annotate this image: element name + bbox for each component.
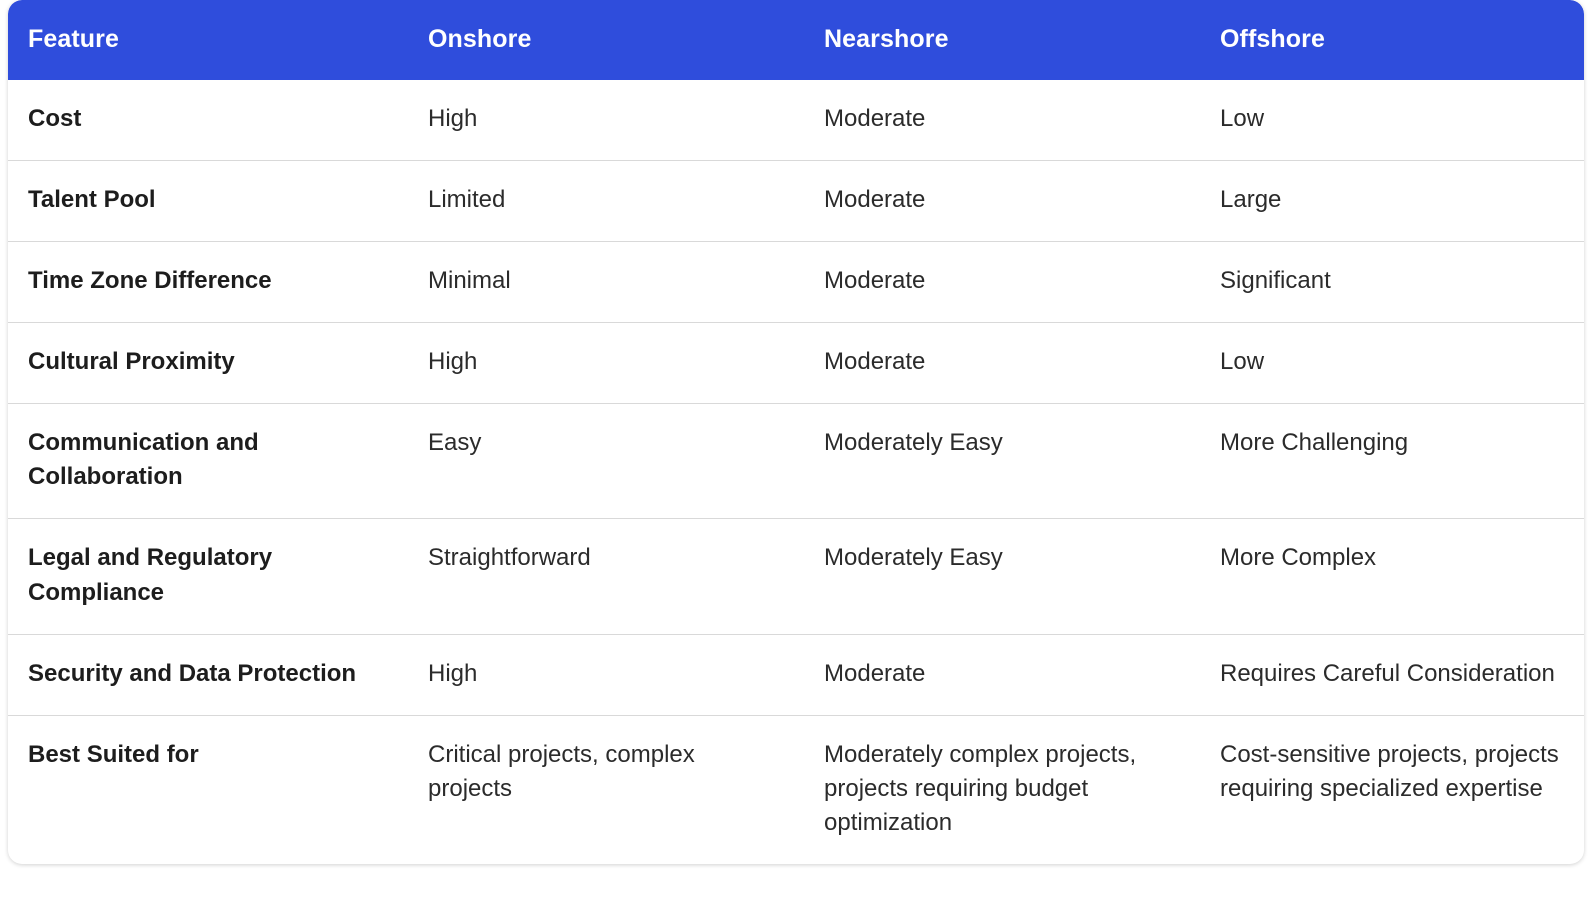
cell-offshore: Low [1200, 323, 1584, 404]
cell-onshore: Easy [408, 404, 804, 519]
table-row [8, 161, 1584, 242]
cell-nearshore: Moderate [804, 635, 1200, 716]
cell-onshore: High [408, 80, 804, 161]
cell-onshore: Straightforward [408, 519, 804, 634]
cell-offshore: Significant [1200, 242, 1584, 323]
cell-feature: Cost [8, 80, 408, 161]
cell-onshore: Limited [408, 161, 804, 242]
cell-offshore: More Complex [1200, 519, 1584, 634]
comparison-table [8, 0, 1584, 864]
cell-feature: Cultural Proximity [8, 323, 408, 404]
cell-offshore: Low [1200, 80, 1584, 161]
cell-feature: Communication and Collaboration [8, 404, 408, 519]
cell-nearshore: Moderate [804, 242, 1200, 323]
cell-offshore: More Challenging [1200, 404, 1584, 519]
table-row [8, 519, 1584, 634]
table-row [8, 242, 1584, 323]
cell-feature: Best Suited for [28, 740, 199, 768]
table-row [8, 716, 1584, 864]
cell-onshore: Critical projects, complex projects [428, 740, 695, 802]
table-body [8, 80, 1584, 864]
table-row [8, 80, 1584, 161]
column-header-feature: Feature [8, 0, 408, 80]
column-header-offshore: Offshore [1200, 0, 1584, 80]
cell-feature: Security and Data Protection [8, 635, 408, 716]
table-header-row [8, 0, 1584, 80]
cell-nearshore: Moderate [804, 161, 1200, 242]
cell-nearshore: Moderately Easy [804, 404, 1200, 519]
cell-onshore: High [408, 635, 804, 716]
table-row [8, 404, 1584, 519]
cell-nearshore: Moderate [804, 80, 1200, 161]
cell-offshore: Requires Careful Consideration [1200, 635, 1584, 716]
column-header-onshore: Onshore [408, 0, 804, 80]
cell-nearshore: Moderately Easy [804, 519, 1200, 634]
table-row [8, 635, 1584, 716]
cell-offshore: Cost-sensitive projects, projects requiring specialized expertise [1220, 740, 1559, 802]
cell-nearshore: Moderate [804, 323, 1200, 404]
cell-onshore: High [408, 323, 804, 404]
cell-nearshore: Moderately complex projects, projects requiring budget optimization [824, 740, 1137, 836]
cell-feature: Time Zone Difference [8, 242, 408, 323]
column-header-nearshore: Nearshore [804, 0, 1200, 80]
table-header [8, 0, 1584, 80]
cell-feature: Talent Pool [8, 161, 408, 242]
cell-feature: Legal and Regulatory Compliance [8, 519, 408, 634]
table-row [8, 323, 1584, 404]
cell-offshore: Large [1200, 161, 1584, 242]
cell-onshore: Minimal [408, 242, 804, 323]
